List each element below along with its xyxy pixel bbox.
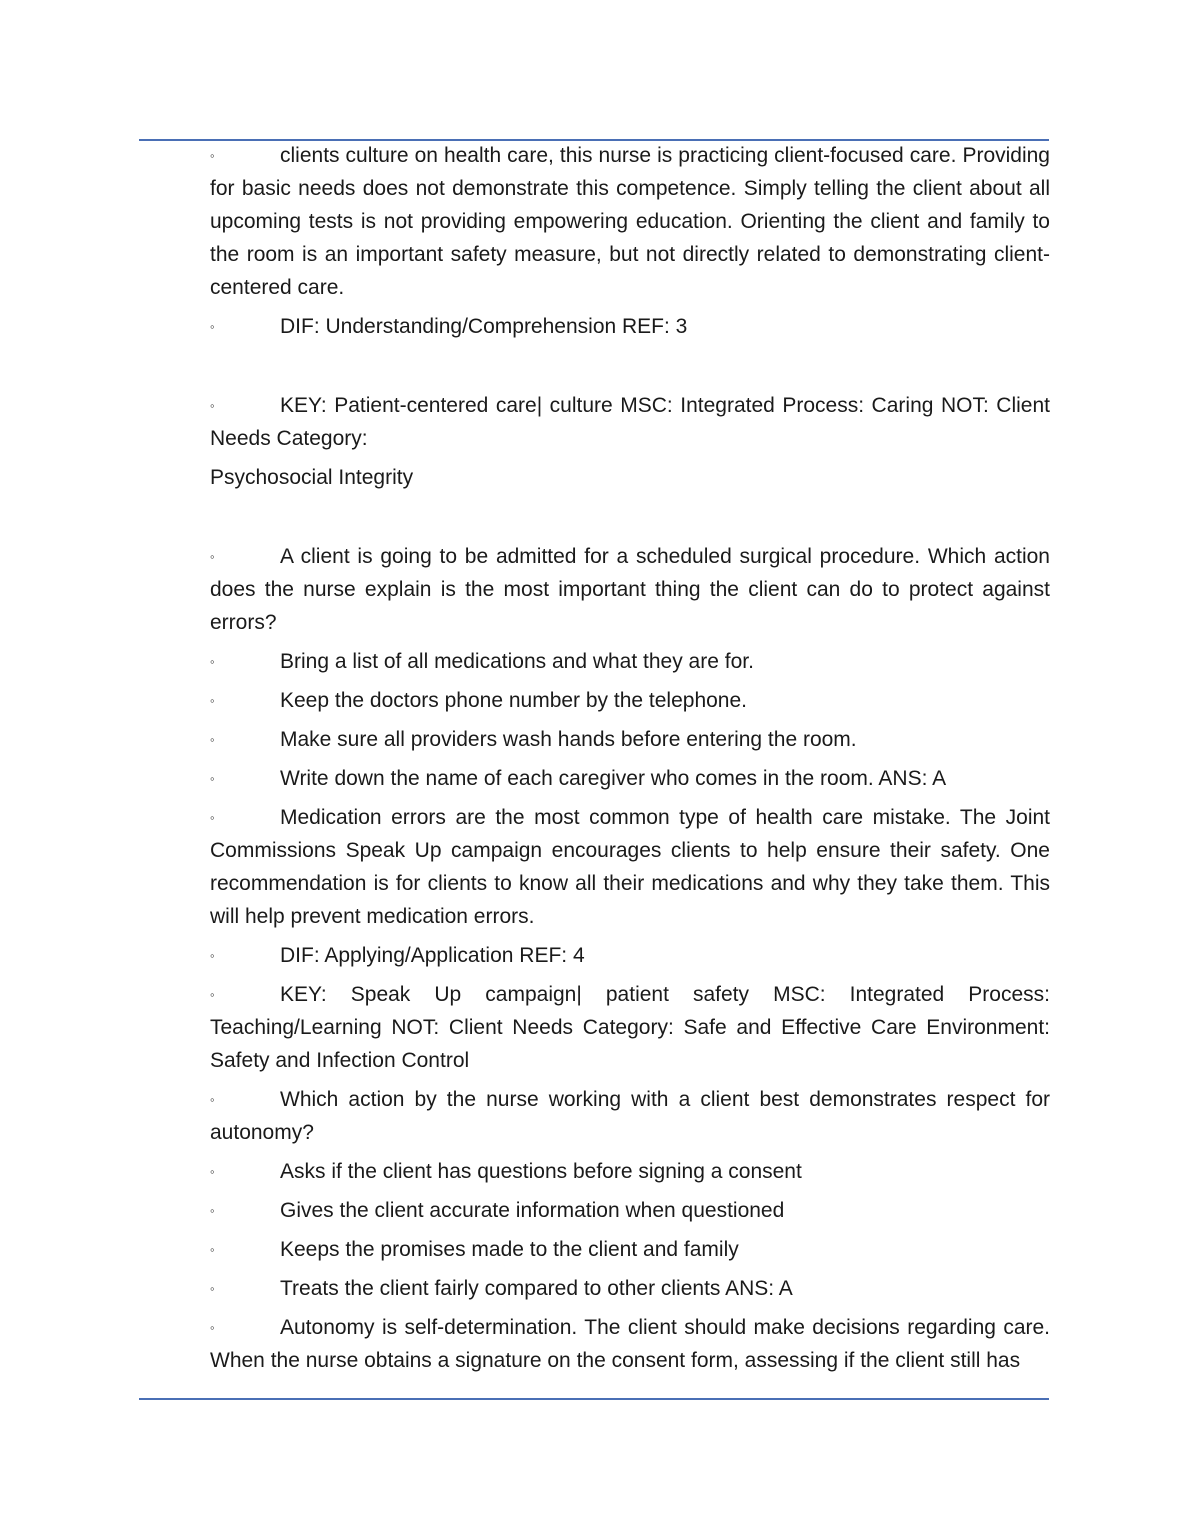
- spacer: [210, 349, 1050, 389]
- bullet-marker: ◦: [210, 1281, 215, 1296]
- answer-option: [210, 1233, 1050, 1266]
- answer-option: [210, 723, 1050, 756]
- answer-option: [210, 1194, 1050, 1227]
- option-text: Asks if the client has questions before signing a consent: [280, 1160, 802, 1183]
- question-text: Which action by the nurse working with a client best demonstrates respect for autonomy?: [210, 1088, 1050, 1144]
- paragraph-text: Autonomy is self-determination. The client should make decisions regarding care. When the nurse obtains a signature on the consent form, assessing if the client still has: [210, 1316, 1050, 1372]
- paragraph-psychosocial-integrity: [210, 461, 1050, 494]
- answer-option: [210, 684, 1050, 717]
- bullet-marker: ◦: [210, 319, 215, 334]
- bullet-marker: ◦: [210, 1242, 215, 1257]
- paragraph-dif-ref-3: [210, 310, 1050, 343]
- paragraph-text: DIF: Understanding/Comprehension REF: 3: [280, 315, 688, 338]
- paragraph-text: KEY: Patient-centered care| culture MSC: Integrated Process: Caring NOT: Client Needs Category:: [210, 394, 1050, 450]
- option-text: Write down the name of each caregiver who comes in the room. ANS: A: [280, 767, 947, 790]
- bullet-marker: ◦: [210, 771, 215, 786]
- spacer: [210, 500, 1050, 540]
- paragraph-rationale-client-focused: [210, 139, 1050, 304]
- option-text: Make sure all providers wash hands before entering the room.: [280, 728, 857, 751]
- answer-option: [210, 1272, 1050, 1305]
- bullet-marker: ◦: [210, 987, 215, 1002]
- paragraph-text: KEY: Speak Up campaign| patient safety MSC: Integrated Process: Teaching/Learning NOT: Client Needs Category: Safe and Effective Care Environment: Safety and Infection Control: [210, 983, 1050, 1072]
- page-content: [210, 139, 1050, 1383]
- bullet-marker: ◦: [210, 148, 215, 163]
- footer-rule: [139, 1398, 1049, 1400]
- paragraph-rationale-autonomy: [210, 1311, 1050, 1377]
- option-text: Gives the client accurate information when questioned: [280, 1199, 785, 1222]
- paragraph-dif-ref-4: [210, 939, 1050, 972]
- paragraph-text: Psychosocial Integrity: [210, 466, 414, 489]
- option-text: Bring a list of all medications and what they are for.: [280, 650, 754, 673]
- bullet-marker: ◦: [210, 732, 215, 747]
- bullet-marker: ◦: [210, 693, 215, 708]
- bullet-marker: ◦: [210, 948, 215, 963]
- bullet-marker: ◦: [210, 398, 215, 413]
- paragraph-key-speak-up: [210, 978, 1050, 1077]
- question-surgical-procedure: [210, 540, 1050, 639]
- paragraph-key-patient-centered: [210, 389, 1050, 455]
- bullet-marker: ◦: [210, 1164, 215, 1179]
- paragraph-text: clients culture on health care, this nurse is practicing client-focused care. Providing for basic needs does not demonstrate this competence. Simply telling the client about all upcoming tests is not providing empowering education. Orienting the client and family to the room is an important safety measure, but not directly related to demonstrating client-centered care.: [210, 144, 1050, 299]
- option-text: Treats the client fairly compared to other clients ANS: A: [280, 1277, 793, 1300]
- answer-option: [210, 762, 1050, 795]
- option-text: Keeps the promises made to the client and family: [280, 1238, 739, 1261]
- bullet-marker: ◦: [210, 1092, 215, 1107]
- option-text: Keep the doctors phone number by the telephone.: [280, 689, 748, 712]
- question-autonomy: [210, 1083, 1050, 1149]
- question-text: A client is going to be admitted for a scheduled surgical procedure. Which action does the nurse explain is the most important thing the client can do to protect against errors?: [210, 545, 1050, 634]
- paragraph-text: DIF: Applying/Application REF: 4: [280, 944, 585, 967]
- bullet-marker: ◦: [210, 654, 215, 669]
- bullet-marker: ◦: [210, 549, 215, 564]
- bullet-marker: ◦: [210, 1203, 215, 1218]
- answer-option: [210, 645, 1050, 678]
- paragraph-text: Medication errors are the most common type of health care mistake. The Joint Commissions Speak Up campaign encourages clients to help ensure their safety. One recommendation is for clients to know all their medications and why they take them. This will help prevent medication errors.: [210, 806, 1050, 928]
- answer-option: [210, 1155, 1050, 1188]
- paragraph-rationale-medication-errors: [210, 801, 1050, 933]
- bullet-marker: ◦: [210, 1320, 215, 1335]
- bullet-marker: ◦: [210, 810, 215, 825]
